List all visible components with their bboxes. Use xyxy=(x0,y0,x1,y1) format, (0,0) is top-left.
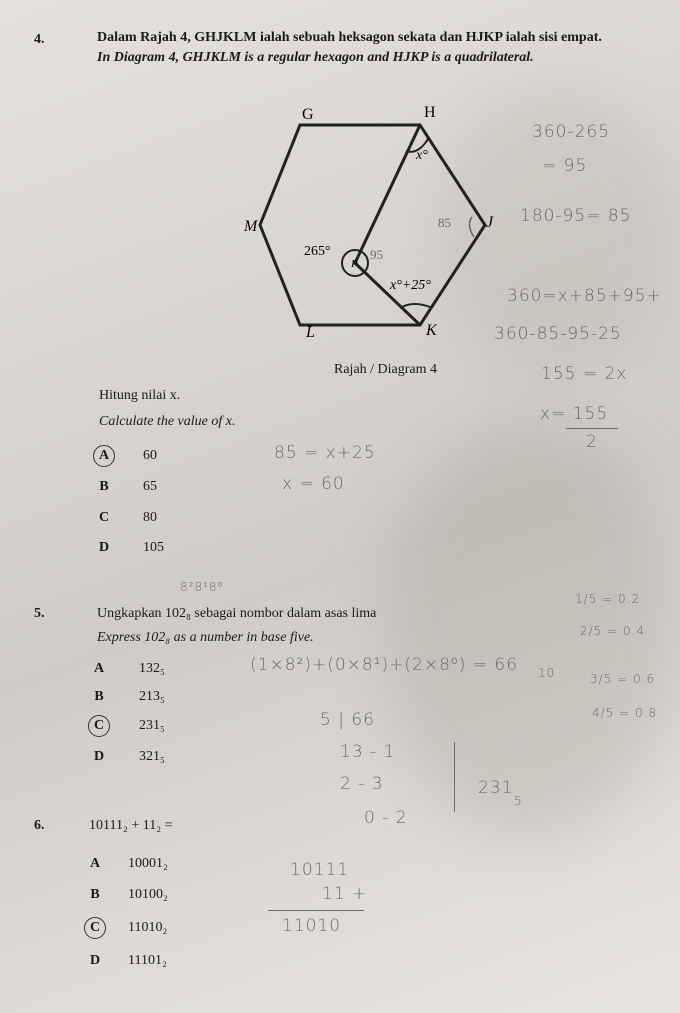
q6-option-c-value[interactable]: 11010₂ xyxy=(128,920,168,935)
q6-option-d-value[interactable]: 11101₂ xyxy=(128,953,167,968)
handwriting-11-plus: 11 + xyxy=(322,884,368,904)
q6-option-b-value[interactable]: 10100₂ xyxy=(128,887,168,902)
handwriting-180-minus-95: 180-95= 85 xyxy=(520,206,632,226)
hexagon-diagram xyxy=(230,95,530,355)
question-4-text-en: In Diagram 4, GHJKLM is a regular hexagon and HJKP is a quadrilateral. xyxy=(97,50,534,65)
handwriting-360-minus-265: 360-265 xyxy=(532,122,611,142)
handwriting-231: 231 xyxy=(478,778,514,798)
handwriting-fraction-2: 2/5 = 0.4 xyxy=(580,624,646,638)
handwriting-fraction-4: 4/5 = 0.8 xyxy=(592,706,658,720)
q6-option-c-letter[interactable]: C xyxy=(89,920,101,935)
q4-option-d-letter[interactable]: D xyxy=(98,540,110,555)
quadrilateral-lines xyxy=(355,125,420,325)
handwriting-powers: 8²8¹8⁰ xyxy=(180,580,224,594)
label-P: P xyxy=(351,258,358,270)
angle-x25-label: x°+25° xyxy=(390,278,431,293)
q4-option-d-value[interactable]: 105 xyxy=(143,540,164,555)
question-5-number: 5. xyxy=(34,606,45,621)
question-4-prompt-ms: Hitung nilai x. xyxy=(99,388,181,403)
question-4-text-ms: Dalam Rajah 4, GHJKLM ialah sebuah heksagon sekata dan HJKP ialah sisi empat. xyxy=(97,30,602,45)
handwriting-arrow-line xyxy=(454,742,455,812)
handwriting-denominator: 2 xyxy=(586,432,598,452)
q6-option-d-letter[interactable]: D xyxy=(89,953,101,968)
question-6-number: 6. xyxy=(34,818,45,833)
label-L: L xyxy=(306,324,315,341)
hand-85: 85 xyxy=(438,215,451,230)
question-4-number: 4. xyxy=(34,32,45,47)
handwriting-base-expansion: (1×8²)+(0×8¹)+(2×8⁰) = 66 xyxy=(250,655,519,675)
label-M: M xyxy=(244,218,258,235)
handwriting-fraction-bar xyxy=(566,428,618,429)
hand-95: 95 xyxy=(370,247,383,262)
q4-option-b-letter[interactable]: B xyxy=(99,479,109,494)
question-4-prompt-en: Calculate the value of x. xyxy=(99,414,236,429)
q5-option-a-letter[interactable]: A xyxy=(93,661,105,676)
handwriting-11010: 11010 xyxy=(282,916,342,936)
handwriting-360-minus-sum: 360-85-95-25 xyxy=(494,324,622,344)
handwriting-10111: 10111 xyxy=(290,860,350,880)
q6-option-b-letter[interactable]: B xyxy=(90,887,100,902)
q4-option-c-letter[interactable]: C xyxy=(98,510,110,525)
handwriting-division-66: 5 | 66 xyxy=(320,710,375,730)
question-6-expression: 10111₂ + 11₂ = xyxy=(89,818,173,833)
q4-option-a-value[interactable]: 60 xyxy=(143,448,157,463)
label-H: H xyxy=(424,104,436,121)
handwriting-x-60: x = 60 xyxy=(282,474,345,494)
handwriting-division-13: 13 - 1 xyxy=(340,742,396,762)
handwriting-equals-95: = 95 xyxy=(542,156,588,176)
q6-option-a-letter[interactable]: A xyxy=(89,856,101,871)
diagram-caption: Rajah / Diagram 4 xyxy=(334,362,438,377)
q5-option-d-letter[interactable]: D xyxy=(93,749,105,764)
handwriting-division-2: 2 - 3 xyxy=(340,774,384,794)
q5-option-b-letter[interactable]: B xyxy=(94,689,104,704)
angle-265-label: 265° xyxy=(304,244,331,259)
handwriting-155-2x: 155 = 2x xyxy=(541,364,628,384)
q4-option-c-value[interactable]: 80 xyxy=(143,510,157,525)
handwriting-fraction-3: 3/5 = 0.6 xyxy=(590,672,656,686)
label-J: J xyxy=(486,214,494,231)
q4-option-b-value[interactable]: 65 xyxy=(143,479,157,494)
angle-arc-j xyxy=(469,217,474,237)
question-5-text-en: Express 102₈ as a number in base five. xyxy=(97,630,314,645)
q4-option-a-letter[interactable]: A xyxy=(98,448,110,463)
handwriting-division-0: 0 - 2 xyxy=(364,808,408,828)
angle-arc-k xyxy=(402,304,430,307)
q5-option-b-value[interactable]: 213₅ xyxy=(139,689,165,704)
handwriting-85-equation: 85 = x+25 xyxy=(274,443,376,463)
q5-option-c-letter[interactable]: C xyxy=(93,718,105,733)
handwriting-360-equation: 360=x+85+95+ xyxy=(507,286,662,306)
q5-option-a-value[interactable]: 132₅ xyxy=(139,661,165,676)
q5-option-c-value[interactable]: 231₅ xyxy=(139,718,165,733)
label-G: G xyxy=(302,106,314,123)
angle-x-label: x° xyxy=(416,148,428,163)
handwriting-base-5: 5 xyxy=(514,794,523,808)
handwriting-sum-line xyxy=(268,910,364,911)
handwriting-base-10: 10 xyxy=(538,666,556,680)
question-5-text-ms: Ungkapkan 102₈ sebagai nombor dalam asas lima xyxy=(97,606,377,621)
handwriting-x-fraction: x= 155 xyxy=(540,404,609,424)
handwriting-fraction-1: 1/5 = 0.2 xyxy=(575,592,641,606)
q5-option-d-value[interactable]: 321₅ xyxy=(139,749,165,764)
q6-option-a-value[interactable]: 10001₂ xyxy=(128,856,168,871)
label-K: K xyxy=(426,322,437,339)
